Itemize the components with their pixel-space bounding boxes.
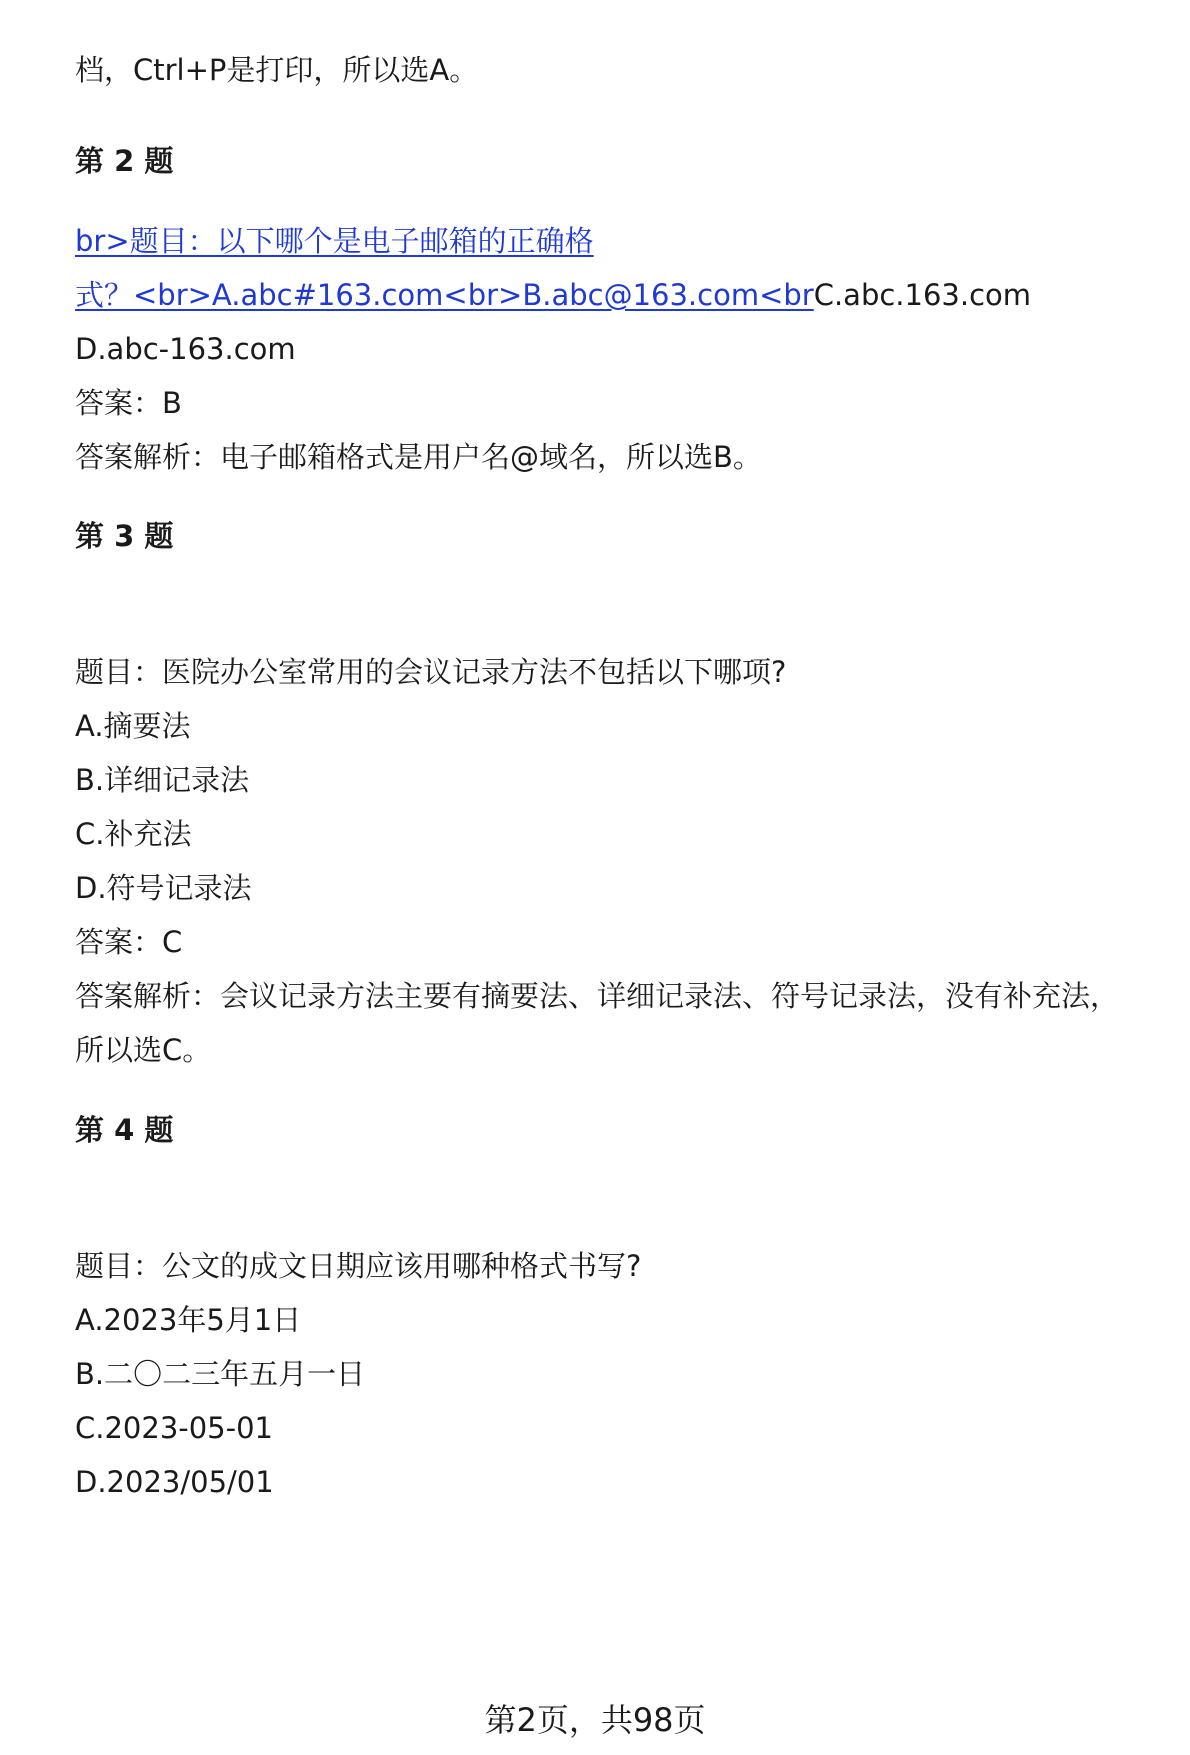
question-2-answer: 答案：B bbox=[75, 386, 182, 420]
question-2-link-text-2[interactable]: 式？<br>A.abc#163.com<br>B.abc@163.com<br bbox=[75, 278, 814, 312]
question-3-analysis-line-2: 所以选C。 bbox=[75, 1033, 212, 1067]
page-number-footer: 第2页，共98页 bbox=[484, 1701, 706, 1739]
question-4-option-c: C.2023-05-01 bbox=[75, 1411, 274, 1445]
question-3-analysis-line-1: 答案解析：会议记录方法主要有摘要法、详细记录法、符号记录法，没有补充法， bbox=[75, 979, 1120, 1013]
question-4-heading: 第 4 题 bbox=[75, 1113, 174, 1147]
question-3-option-a: A.摘要法 bbox=[75, 709, 191, 743]
question-2-option-c: C.abc.163.com bbox=[813, 278, 1032, 312]
question-3-heading: 第 3 题 bbox=[75, 519, 174, 553]
question-2-link-line-1[interactable] bbox=[75, 221, 594, 261]
question-4-option-b: B.二〇二三年五月一日 bbox=[75, 1357, 366, 1391]
question-3-text: 题目：医院办公室常用的会议记录方法不包括以下哪项? bbox=[75, 655, 787, 689]
question-2-analysis: 答案解析：电子邮箱格式是用户名@域名，所以选B。 bbox=[75, 440, 762, 474]
question-4-option-d: D.2023/05/01 bbox=[75, 1465, 274, 1499]
question-3-option-d: D.符号记录法 bbox=[75, 871, 252, 905]
question-4-option-a: A.2023年5月1日 bbox=[75, 1303, 302, 1337]
question-2-line-2 bbox=[75, 275, 1031, 315]
question-2-link-text-1[interactable]: br>题目：以下哪个是电子邮箱的正确格 bbox=[75, 224, 594, 258]
question-2-heading: 第 2 题 bbox=[75, 144, 174, 178]
question-3-option-b: B.详细记录法 bbox=[75, 763, 250, 797]
question-3-answer: 答案：C bbox=[75, 925, 183, 959]
question-4-text: 题目：公文的成文日期应该用哪种格式书写? bbox=[75, 1249, 642, 1283]
question-3-option-c: C.补充法 bbox=[75, 817, 192, 851]
previous-analysis-tail: 档，Ctrl+P是打印，所以选A。 bbox=[75, 53, 479, 87]
question-2-option-d: D.abc-163.com bbox=[75, 332, 296, 366]
